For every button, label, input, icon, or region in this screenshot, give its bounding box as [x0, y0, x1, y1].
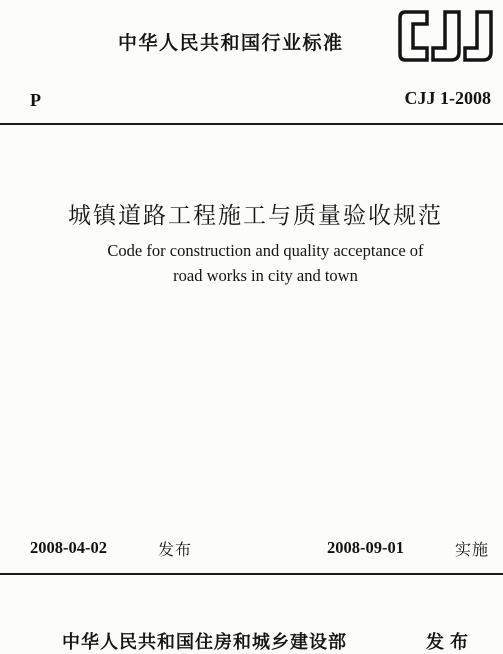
- footer-divider: [0, 573, 503, 575]
- classification-code: P: [30, 90, 41, 110]
- issue-label: 发布: [158, 540, 193, 559]
- cjj-logo: [397, 8, 498, 64]
- header-divider: [0, 123, 503, 125]
- effective-date: 2008-09-01: [327, 538, 404, 557]
- issuer-action: 发布: [426, 632, 474, 653]
- title-chinese: 城镇道路工程施工与质量验收规范: [68, 203, 443, 229]
- standard-category: 中华人民共和国行业标准: [118, 32, 344, 54]
- standard-number: CJJ 1-2008: [404, 88, 491, 108]
- issuer: 中华人民共和国住房和城乡建设部: [62, 632, 347, 653]
- title-english-line1: Code for construction and quality acceptance of: [107, 241, 424, 260]
- issue-date: 2008-04-02: [30, 538, 107, 557]
- title-english-line2: road works in city and town: [173, 266, 358, 285]
- effective-label: 实施: [455, 540, 490, 559]
